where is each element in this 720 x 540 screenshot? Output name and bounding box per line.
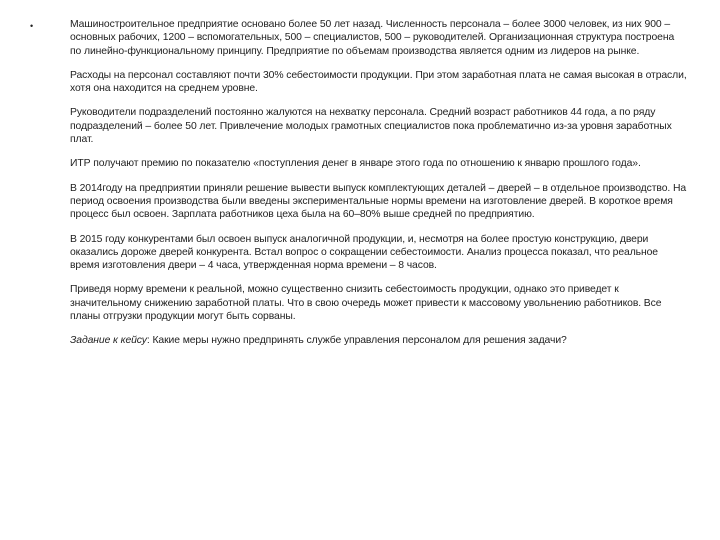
paragraph-consequences: Приведя норму времени к реальной, можно существенно снизить себестоимость продукции, однако это приведет к значительному снижению заработной платы. Что в свою очередь может привести к массовому увольнению работников. Все планы отгрузки продукции могут быть сорваны. xyxy=(70,284,662,323)
case-task-label: Задание к кейсу xyxy=(70,335,147,347)
paragraph-staff-shortage: Руководители подразделений постоянно жалуются на нехватку персонала. Средний возраст работников 44 года, а по ряду подразделений – более 50 лет. Привлечение молодых грамотных специалистов пока проблематично из-за уровня заработных плат. xyxy=(70,107,672,146)
paragraph-personnel-costs: Расходы на персонал составляют почти 30% себестоимости продукции. При этом заработная плата не самая высокая в отрасли, хотя она находится на среднем уровне. xyxy=(70,69,687,95)
bullet-marker: • xyxy=(30,21,34,31)
paragraph-company-overview: Машиностроительное предприятие основано более 50 лет назад. Численность персонала – более 3000 человек, из них 900 – основных рабочих, 1200 – вспомогательных, 500 – специалистов, 500 – руководителей. Организационная структура построена по линейно-функциональному принципу. Предприятие по объемам производства является одним из лидеров на рынке. xyxy=(70,19,675,57)
paragraph-2015-competitors: В 2015 году конкурентами был освоен выпуск аналогичной продукции, и, несмотря на более простую конструкцию, двери оказались дороже дверей конкурента. Встал вопрос о сокращении себестоимости. Анализ процесса показал, что реальное время изготовления двери – 4 часа, утвержденная норма времени – 8 часов. xyxy=(70,233,658,272)
case-task xyxy=(70,334,688,347)
paragraph-2014-decision: В 2014году на предприятии приняли решение вывести выпуск комплектующих деталей – дверей – в отдельное производство. На период освоения производства были введены экспериментальные нормы времени на изготовление дверей. В короткое время процесс был освоен. Зарплата работников цеха была на 60–80% выше средней по предприятию. xyxy=(70,182,687,221)
case-text xyxy=(70,18,688,359)
case-task-text: : Какие меры нужно предпринять службе управления персоналом для решения задачи? xyxy=(146,335,567,347)
paragraph-itr-bonus: ИТР получают премию по показателю «поступления денег в январе этого года по отношению к январю прошлого года». xyxy=(70,158,641,170)
